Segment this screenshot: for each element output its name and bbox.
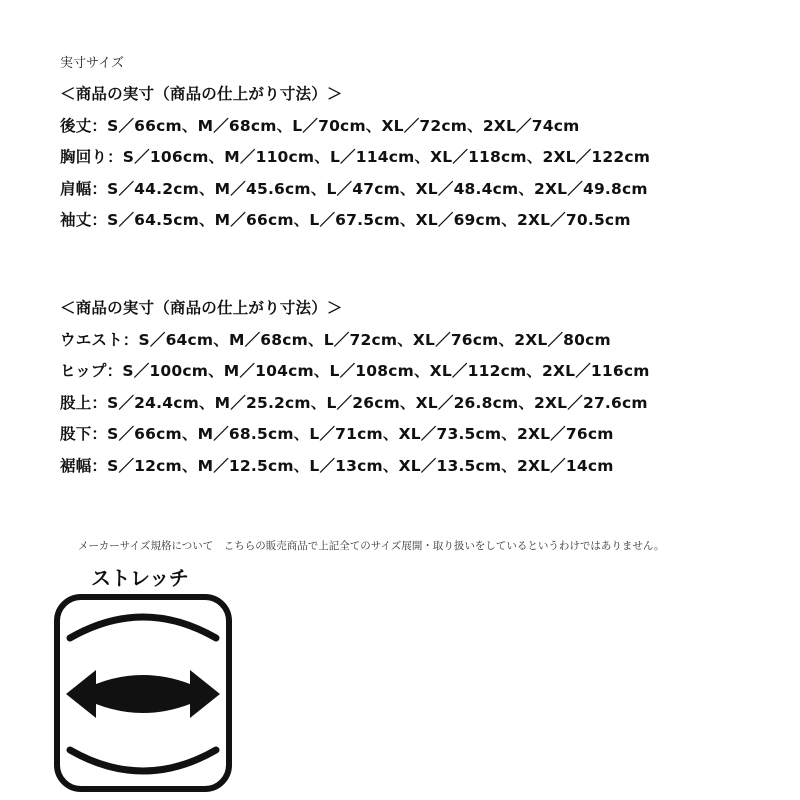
size-row-back-length: 後丈：S／66cm、M／68cm、L／70cm、XL／72cm、2XL／74cm xyxy=(60,116,580,135)
bottoms-size-section xyxy=(60,298,650,487)
size-row-waist: ウエスト：S／64cm、M／68cm、L／72cm、XL／76cm、2XL／80cm xyxy=(60,330,611,349)
section-heading: ＜商品の実寸（商品の仕上がり寸法）＞ xyxy=(60,85,343,103)
size-row-chest: 胸回り：S／106cm、M／110cm、L／114cm、XL／118cm、2XL／122cm xyxy=(60,148,651,166)
stretch-arrows-icon xyxy=(54,594,234,798)
size-row-sleeve: 袖丈：S／64.5cm、M／66cm、L／67.5cm、XL／69cm、2XL／70.5cm xyxy=(60,211,631,229)
page-title: 実寸サイズ xyxy=(60,56,124,71)
tops-size-section xyxy=(60,84,650,242)
size-row-rise: 股上：S／24.4cm、M／25.2cm、L／26cm、XL／26.8cm、2XL／27.6cm xyxy=(60,393,648,412)
size-disclaimer-note: メーカーサイズ規格について こちらの販売商品で上記全てのサイズ展開・取り扱いをしているというわけではありません。 xyxy=(78,540,665,552)
section-heading: ＜商品の実寸（商品の仕上がり寸法）＞ xyxy=(60,299,343,317)
size-row-shoulder: 肩幅：S／44.2cm、M／45.6cm、L／47cm、XL／48.4cm、2XL／49.8cm xyxy=(60,179,648,198)
size-row-inseam: 股下：S／66cm、M／68.5cm、L／71cm、XL／73.5cm、2XL／76cm xyxy=(60,425,614,443)
stretch-label: ストレッチ xyxy=(91,566,189,590)
size-row-hip: ヒップ：S／100cm、M／104cm、L／108cm、XL／112cm、2XL／116cm xyxy=(60,362,650,380)
size-row-hem-width: 裾幅：S／12cm、M／12.5cm、L／13cm、XL／13.5cm、2XL／14cm xyxy=(60,456,614,475)
